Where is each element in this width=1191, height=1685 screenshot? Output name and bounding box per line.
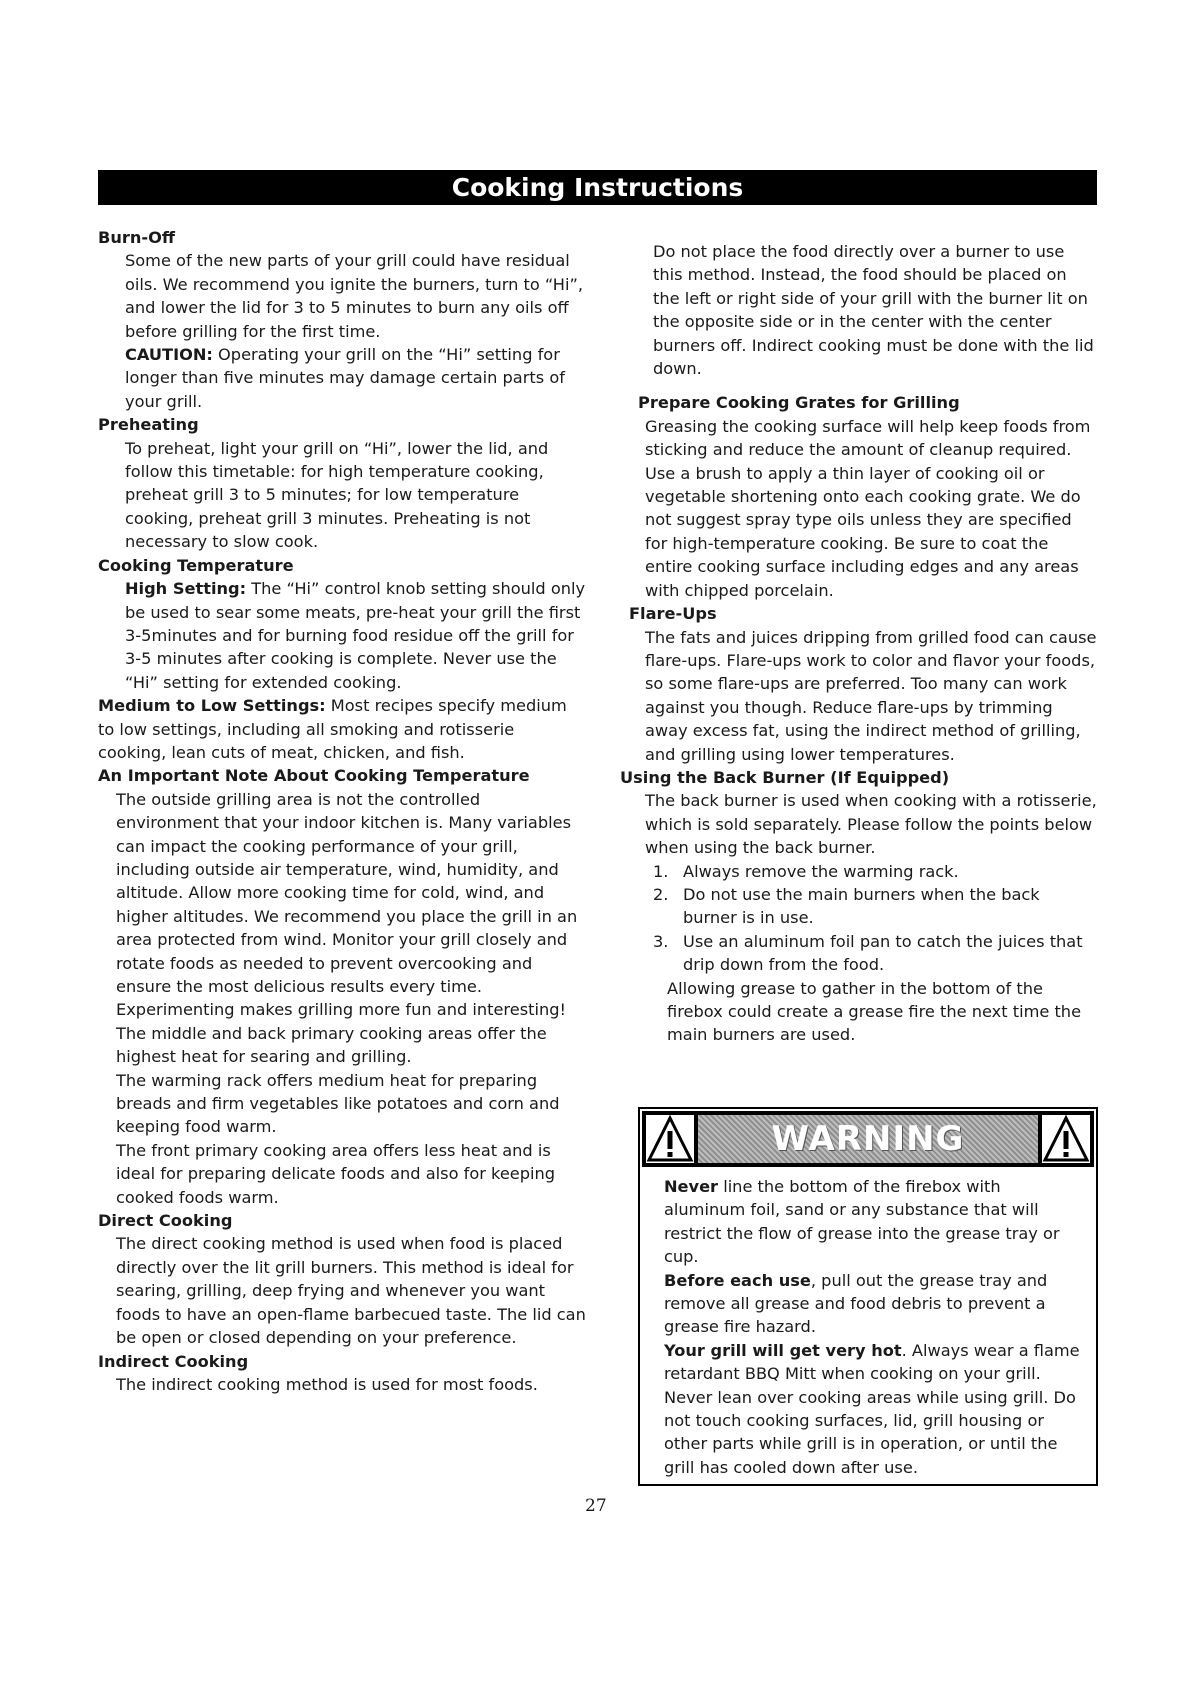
warning-before-text: , pull out the grease tray and remove all grease and food debris to prevent a grease fire hazard. — [664, 1270, 1048, 1337]
indirect-cooking-continued: Do not place the food directly over a burner to use this method. Instead, the food should be placed on the left or right side of your grill with the burner lit on the opposite side or in the center with the center burners off. Indirect cooking must be done with the lid down. — [653, 242, 1094, 379]
high-setting-paragraph — [98, 577, 586, 694]
medium-setting-paragraph — [98, 694, 586, 764]
list-item — [653, 930, 1098, 977]
warning-hot-label: Your grill will get very hot — [664, 1340, 902, 1360]
left-column — [98, 226, 586, 1396]
section-banner — [98, 170, 1097, 205]
list-item — [653, 860, 1098, 883]
heading-prepare-grates: Prepare Cooking Grates for Grilling — [638, 393, 960, 413]
warning-triangle-icon — [1042, 1115, 1090, 1163]
list-item-number: 2. — [653, 884, 669, 904]
heading-indirect-cooking: Indirect Cooking — [98, 1351, 249, 1371]
back-burner-intro: The back burner is used when cooking with a rotisserie, which is sold separately. Please follow the points below when using the back burner. — [645, 791, 1097, 858]
medium-setting-text: Most recipes specify medium to low settings, including all smoking and rotisserie cooking, lean cuts of meat, chicken, and fish. — [98, 696, 567, 762]
warning-never — [664, 1175, 1084, 1269]
list-item-number: 1. — [653, 861, 669, 881]
heading-back-burner: Using the Back Burner (If Equipped) — [620, 767, 950, 787]
flare-ups-text: The fats and juices dripping from grilled food can cause flare-ups. Flare-ups work to color and flavor your foods, so some flare-ups are preferred. Too many can work against you though. Reduce flare-ups by trimming away excess fat, using the indirect method of grilling, and grilling using lower temperatures. — [645, 627, 1097, 764]
important-p2: The middle and back primary cooking areas offer the highest heat for searing and grilling. — [116, 1023, 547, 1067]
page-number: 27 — [585, 1496, 607, 1516]
warning-box — [638, 1107, 1098, 1486]
list-item-text: Always remove the warming rack. — [683, 861, 959, 881]
heading-direct-cooking: Direct Cooking — [98, 1211, 233, 1231]
warning-title: WARNING — [698, 1115, 1038, 1163]
important-p1: The outside grilling area is not the controlled environment that your indoor kitchen is. Many variables can impact the cooking performance of your grill, including outside air temperature, wind, humidity, and altitude. Allow more cooking time for cold, wind, and higher altitudes. We recommend you place the grill in an area protected from wind. Monitor your grill closely and rotate foods as needed to prevent overcooking and ensure the most delicious results every time. Experimenting makes grilling more fun and interesting! — [116, 789, 578, 1020]
warning-body — [664, 1175, 1084, 1479]
heading-flare-ups: Flare-Ups — [629, 604, 717, 624]
caution-label: CAUTION: — [125, 345, 213, 365]
important-p3: The warming rack offers medium heat for preparing breads and firm vegetables like potatoes and corn and keeping food warm. — [116, 1070, 560, 1137]
heading-burn-off: Burn-Off — [98, 228, 175, 247]
list-item-text: Do not use the main burners when the back burner is in use. — [683, 884, 1040, 928]
list-item — [653, 883, 1098, 930]
heading-preheating: Preheating — [98, 415, 199, 435]
warning-before-label: Before each use — [664, 1270, 811, 1290]
warning-never-label: Never — [664, 1177, 719, 1196]
warning-header — [642, 1111, 1094, 1167]
indirect-cooking-text: The indirect cooking method is used for most foods. — [116, 1374, 538, 1394]
warning-never-text: line the bottom of the firebox with aluminum foil, sand or any substance that will restrict the flow of grease into the grease tray or cup. — [664, 1177, 1060, 1267]
preheating-text: To preheat, light your grill on “Hi”, lower the lid, and follow this timetable: for high temperature cooking, preheat grill 3 to 5 minutes; for low temperature cooking, preheat grill 3 minutes. Preheating is not necessary to slow cook. — [125, 438, 549, 552]
high-setting-label: High Setting: — [125, 579, 247, 599]
medium-setting-label: Medium to Low Settings: — [98, 696, 326, 716]
direct-cooking-text: The direct cooking method is used when food is placed directly over the lit grill burners. This method is ideal for searing, grilling, deep frying and whenever you want foods to have an open-flame barbecued taste. The lid can be open or closed depending on your preference. — [116, 1234, 586, 1348]
burn-off-text: Some of the new parts of your grill could have residual oils. We recommend you ignite the burners, turn to “Hi”, and lower the lid for 3 to 5 minutes to burn any oils off before grilling for the first time. — [125, 251, 583, 341]
important-note-body — [98, 788, 586, 1209]
warning-hot — [664, 1339, 1084, 1479]
warning-hot-text: . Always wear a flame retardant BBQ Mitt when cooking on your grill. Never lean over cooking areas while using grill. Do not touch cooking surfaces, lid, grill housing or other parts while grill is in operation, or until the grill has cooled down after use. — [664, 1340, 1080, 1477]
list-item-text: Use an aluminum foil pan to catch the juices that drip down from the food. — [683, 931, 1083, 975]
caution-text: Operating your grill on the “Hi” setting for longer than five minutes may damage certain parts of your grill. — [125, 345, 565, 411]
warning-before-use — [664, 1269, 1084, 1339]
heading-cooking-temperature: Cooking Temperature — [98, 555, 294, 575]
high-setting-text: The “Hi” control knob setting should only be used to sear some meats, pre-heat your grill the first 3-5minutes and for burning food residue off the grill for 3-5 minutes after cooking is complete. Never use the “Hi” setting for extended cooking. — [125, 579, 586, 692]
burn-off-body — [98, 249, 586, 413]
caution-paragraph — [125, 343, 586, 413]
section-title: Cooking Instructions — [451, 173, 744, 202]
important-p4: The front primary cooking area offers less heat and is ideal for preparing delicate foods and also for keeping cooked foods warm. — [116, 1140, 556, 1207]
warning-triangle-icon — [646, 1115, 694, 1163]
heading-important-note: An Important Note About Cooking Temperature — [98, 766, 530, 786]
back-burner-outro: Allowing grease to gather in the bottom of the firebox could create a grease fire the next time the main burners are used. — [667, 978, 1082, 1045]
back-burner-list — [620, 860, 1098, 977]
right-column — [620, 240, 1098, 1047]
list-item-number: 3. — [653, 931, 669, 951]
prepare-grates-text: Greasing the cooking surface will help keep foods from sticking and reduce the amount of cleanup required. Use a brush to apply a thin layer of cooking oil or vegetable shortening onto each cooking grate. We do not suggest spray type oils unless they are specified for high-temperature cooking. Be sure to coat the entire cooking surface including edges and any areas with chipped porcelain. — [645, 416, 1091, 600]
